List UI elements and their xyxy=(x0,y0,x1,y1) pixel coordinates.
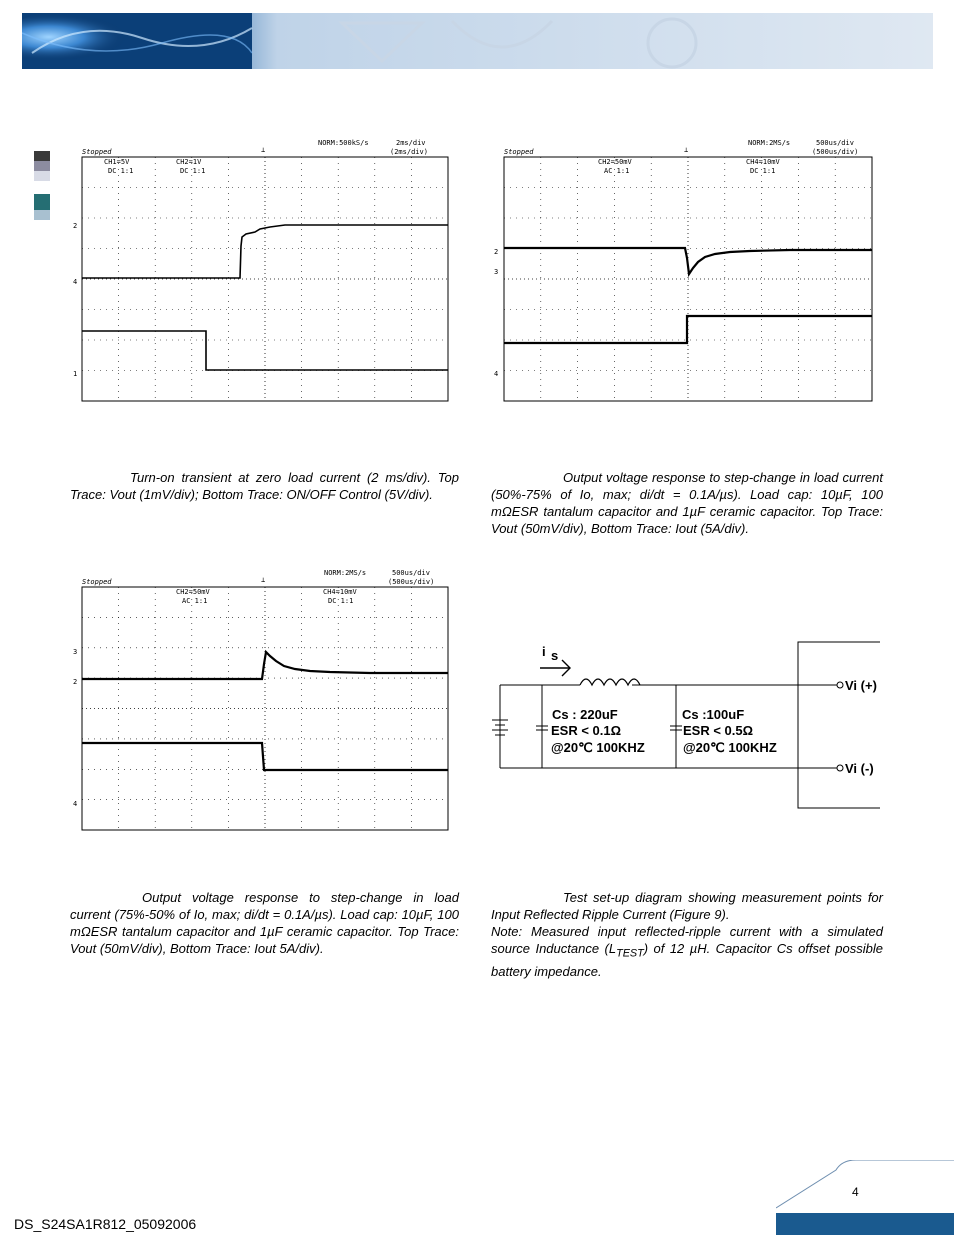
color-swatch-group-2 xyxy=(34,194,50,220)
scope-timebase-sub: (2ms/div) xyxy=(390,148,428,156)
scope-timebase: 2ms/div xyxy=(396,139,426,147)
scope-step-down-response xyxy=(70,566,455,836)
cap1-esr: ESR < 0.1Ω xyxy=(551,723,622,738)
scope-step-up-response xyxy=(490,136,880,406)
scope-ch4-label: CH4=10mV xyxy=(323,588,357,596)
scope-timebase: 500us/div xyxy=(816,139,854,147)
current-label-sub: s xyxy=(551,648,559,663)
scope-ch4-label: CH4=10mV xyxy=(746,158,780,166)
svg-text:4: 4 xyxy=(73,800,78,808)
svg-text:2: 2 xyxy=(73,222,78,230)
color-swatch-group-1 xyxy=(34,151,50,181)
svg-text:⊥: ⊥ xyxy=(261,146,266,154)
trace-iout xyxy=(504,316,872,343)
scope-sample-rate: NORM:500kS/s xyxy=(318,139,369,147)
trace-on-off xyxy=(82,331,448,370)
swatch-gray xyxy=(34,161,50,171)
scope-ch2-coupling: AC 1:1 xyxy=(604,167,630,175)
svg-text:2: 2 xyxy=(494,248,499,256)
caption-note-subscript: TEST xyxy=(616,947,644,960)
brand-banner-graphic xyxy=(22,13,933,69)
test-setup-circuit-diagram xyxy=(490,630,885,820)
scope-grid xyxy=(494,146,872,401)
scope-sample-rate: NORM:2MS/s xyxy=(324,569,367,577)
scope-grid xyxy=(73,146,448,401)
svg-text:2: 2 xyxy=(73,678,78,686)
svg-text:3: 3 xyxy=(494,268,499,276)
current-label: i xyxy=(542,644,546,659)
caption-text: Output voltage response to step-change in load current (50%-75% of Io, max; di/dt = 0.1A/µs). Load cap: 10µF, 100 mΩESR tantalum capacitor and 1µF ceramic capacitor. Top Trace: Vout (50mV/div), Bottom Trace: Iout (5A/div). xyxy=(491,470,883,536)
swatch-light xyxy=(34,171,50,181)
caption-note-text-a: Note: Measured input reflected-ripple current with a simulated source Inductance (L xyxy=(491,924,883,956)
scope-timebase-sub: (500us/div) xyxy=(812,148,859,156)
scope-status: Stopped xyxy=(82,148,112,156)
scope-ch2-coupling: DC 1:1 xyxy=(180,167,206,175)
scope-timebase-sub: (500us/div) xyxy=(388,578,435,586)
caption-figure-step-down xyxy=(70,889,459,957)
vi-minus-label: Vi (-) xyxy=(845,761,874,776)
scope-ch1-coupling: DC 1:1 xyxy=(108,167,134,175)
caption-note-text-b: ) of 12 µH. Capacitor Cs offset possible battery impedance. xyxy=(491,941,884,979)
caption-text: Turn-on transient at zero load current (2 ms/div). Top Trace: Vout (1mV/div); Bottom Trace: ON/OFF Control (5V/div). xyxy=(70,470,459,502)
scope-ch1-label: CH1=5V xyxy=(104,158,130,166)
trace-vout xyxy=(82,652,448,679)
footer-corner-graphic xyxy=(776,1160,954,1235)
svg-text:⊥: ⊥ xyxy=(684,146,689,154)
document-id: DS_S24SA1R812_05092006 xyxy=(14,1216,197,1232)
swatch-pale xyxy=(34,210,50,220)
cap1-condition: @20℃ 100KHZ xyxy=(551,740,645,755)
terminal-vi-plus-icon xyxy=(837,682,843,688)
caption-text: Test set-up diagram showing measurement points for Input Reflected Ripple Current (Figure 9). xyxy=(491,890,883,922)
scope-status: Stopped xyxy=(504,148,534,156)
cap1-value: Cs : 220uF xyxy=(552,707,618,722)
caption-figure-step-up xyxy=(491,469,883,537)
caption-figure-test-setup xyxy=(491,889,883,980)
svg-text:⊥: ⊥ xyxy=(261,576,266,584)
scope-ch2-label: CH2=50mV xyxy=(176,588,210,596)
scope-ch4-coupling: DC 1:1 xyxy=(328,597,354,605)
scope-ch2-label: CH2=1V xyxy=(176,158,202,166)
swatch-dark xyxy=(34,151,50,161)
caption-note xyxy=(491,923,883,980)
svg-text:4: 4 xyxy=(494,370,499,378)
trace-vout xyxy=(82,225,448,278)
scope-timebase: 500us/div xyxy=(392,569,430,577)
vi-plus-label: Vi (+) xyxy=(845,678,877,693)
cap2-esr: ESR < 0.5Ω xyxy=(683,723,754,738)
scope-turn-on-transient xyxy=(70,136,455,406)
trace-vout xyxy=(504,248,872,274)
cap2-value: Cs :100uF xyxy=(682,707,745,722)
scope-ch2-coupling: AC 1:1 xyxy=(182,597,208,605)
scope-ch4-coupling: DC 1:1 xyxy=(750,167,776,175)
scope-ch2-label: CH2=50mV xyxy=(598,158,632,166)
cap2-condition: @20℃ 100KHZ xyxy=(683,740,777,755)
caption-figure-turn-on xyxy=(70,469,459,503)
terminal-vi-minus-icon xyxy=(837,765,843,771)
svg-text:1: 1 xyxy=(73,370,78,378)
swatch-teal xyxy=(34,194,50,210)
page-number: 4 xyxy=(852,1185,859,1199)
scope-grid xyxy=(73,576,448,830)
svg-text:3: 3 xyxy=(73,648,78,656)
scope-sample-rate: NORM:2MS/s xyxy=(748,139,791,147)
header-banner xyxy=(22,13,933,69)
caption-text: Output voltage response to step-change in load current (75%-50% of Io, max; di/dt = 0.1A/µs). Load cap: 10µF, 100 mΩESR tantalum capacitor and 1µF ceramic capacitor. Top Trace: Vout (50mV/div), Bottom Trace: Iout 5A/div). xyxy=(70,890,459,956)
scope-status: Stopped xyxy=(82,578,112,586)
svg-text:4: 4 xyxy=(73,278,78,286)
